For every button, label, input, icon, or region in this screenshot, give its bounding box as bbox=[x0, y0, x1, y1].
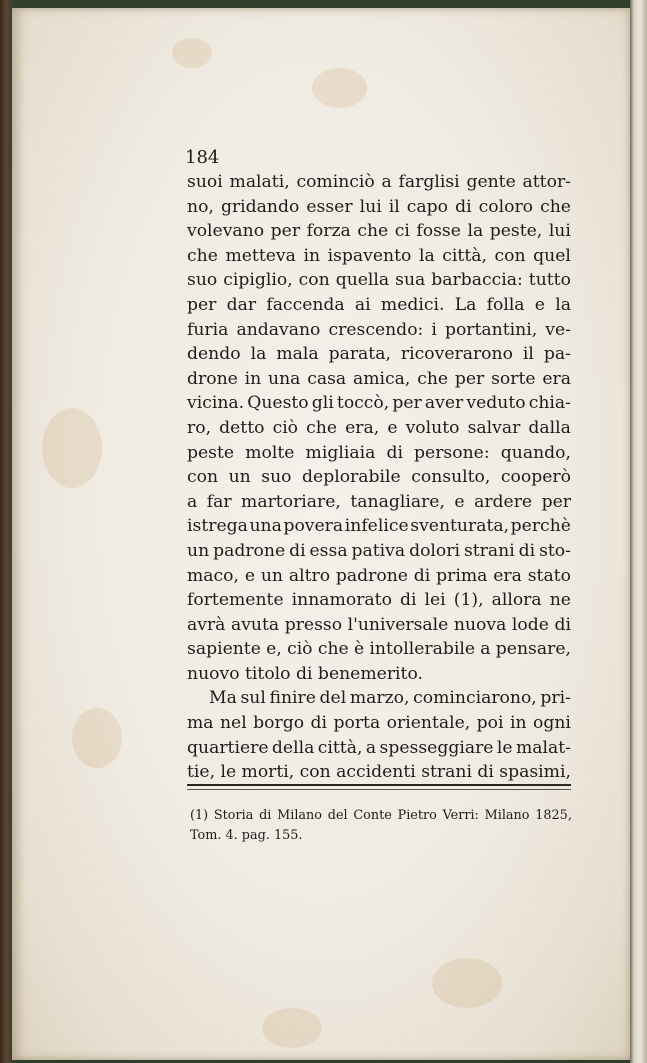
text-line: Ma sul finire del marzo, cominciarono, pri- bbox=[209, 688, 571, 709]
text-line: a far martoriare, tanagliare, e ardere per bbox=[187, 491, 571, 512]
page-edge bbox=[630, 0, 647, 1063]
footnote-line: Tom. 4. pag. 155. bbox=[190, 828, 303, 843]
body-text bbox=[187, 146, 571, 785]
text-line: per dar faccenda ai medici. La folla e la bbox=[187, 294, 571, 315]
footnote bbox=[190, 806, 572, 846]
text-line: quartiere della città, a spesseggiare le malat- bbox=[187, 737, 571, 758]
foxing-spot bbox=[172, 38, 212, 68]
text-line: volevano per forza che ci fosse la peste, lui bbox=[187, 221, 571, 242]
text-line: peste molte migliaia di persone: quando, bbox=[187, 442, 571, 463]
text-line: nuovo titolo di benemerito. bbox=[187, 663, 423, 684]
text-line: istrega una povera infelice sventurata, perchè bbox=[187, 516, 571, 537]
text-line: dendo la mala parata, ricoverarono il pa- bbox=[187, 344, 571, 365]
text-line: no, gridando esser lui il capo di coloro che bbox=[187, 196, 571, 217]
footnote-rule-thin bbox=[187, 789, 571, 790]
footnote-line: (1) Storia di Milano del Conte Pietro Verri: Milano 1825, bbox=[190, 808, 572, 823]
text-line: maco, e un altro padrone di prima era stato bbox=[187, 565, 571, 586]
text-line: sapiente e, ciò che è intollerabile a pensare, bbox=[187, 639, 571, 660]
text-line: suoi malati, cominciò a farglisi gente attor- bbox=[187, 172, 571, 192]
text-line: che metteva in ispavento la città, con quel bbox=[187, 245, 571, 266]
text-line: suo cipiglio, con quella sua barbaccia: tutto bbox=[187, 270, 571, 291]
foxing-spot bbox=[432, 958, 502, 1008]
foxing-spot bbox=[262, 1008, 322, 1048]
foxing-spot bbox=[312, 68, 367, 108]
text-line: ma nel borgo di porta orientale, poi in ogni bbox=[187, 713, 571, 734]
text-line: tie, le morti, con accidenti strani di spasimi, bbox=[187, 762, 571, 783]
text-lines bbox=[187, 170, 571, 785]
text-line: un padrone di essa pativa dolori strani di sto- bbox=[187, 540, 571, 561]
foxing-spot bbox=[72, 708, 122, 768]
footnote-rule bbox=[187, 784, 571, 786]
text-line: fortemente innamorato di lei (1), allora ne bbox=[187, 590, 571, 611]
text-line: furia andavano crescendo: i portantini, ve- bbox=[187, 319, 571, 340]
text-line: con un suo deplorabile consulto, cooperò bbox=[187, 467, 571, 488]
text-line: ro, detto ciò che era, e voluto salvar dalla bbox=[187, 417, 571, 438]
text-line: avrà avuta presso l'universale nuova lode di bbox=[187, 614, 571, 635]
foxing-spot bbox=[42, 408, 102, 488]
page-number: 184 bbox=[185, 147, 220, 168]
text-line: drone in una casa amica, che per sorte era bbox=[187, 368, 571, 389]
text-line: vicina. Questo gli toccò, per aver veduto chia- bbox=[187, 393, 571, 414]
